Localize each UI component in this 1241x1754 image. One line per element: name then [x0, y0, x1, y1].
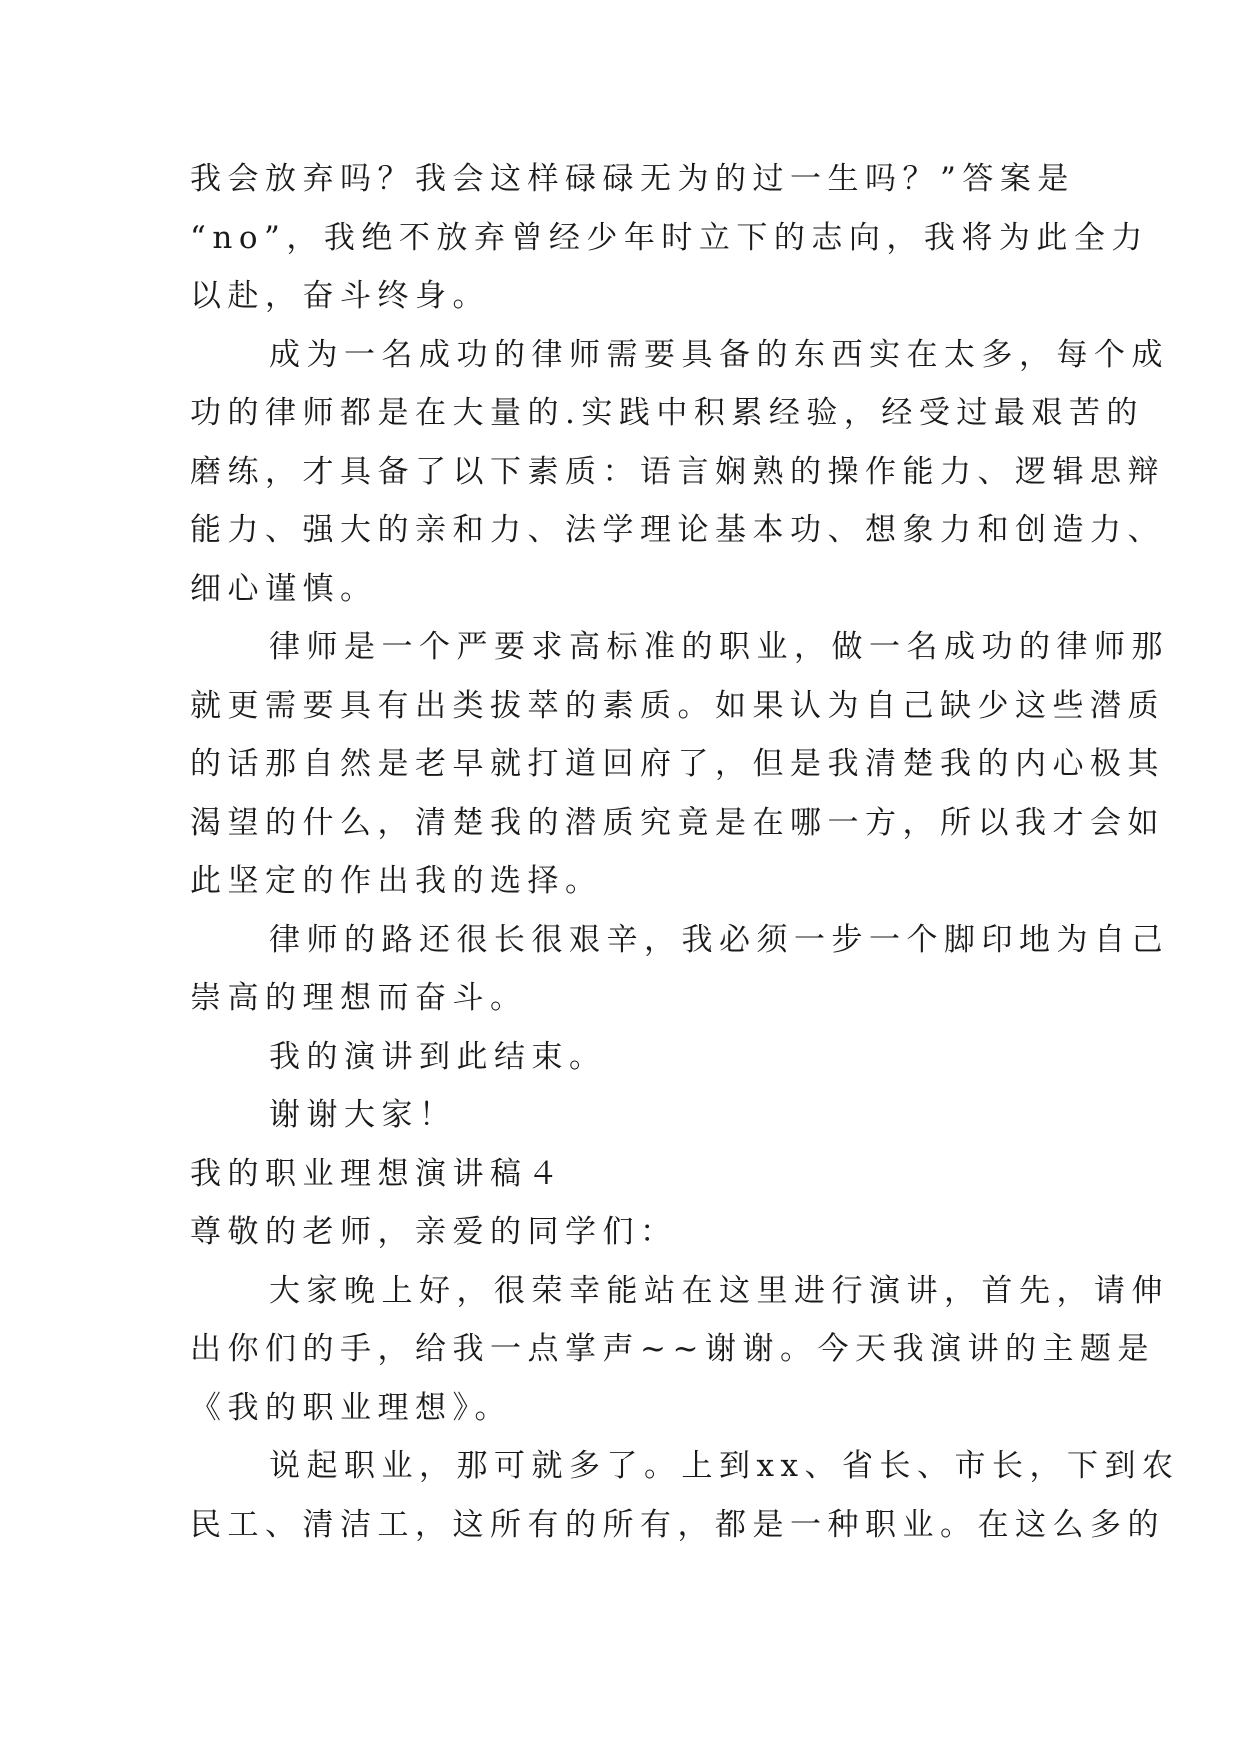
text-line: 磨练，才具备了以下素质：语言娴熟的操作能力、逻辑思辩	[190, 453, 1165, 490]
section-heading	[190, 1145, 1070, 1204]
text-line: 我的演讲到此结束。	[269, 1038, 607, 1075]
text-line: 律师是一个严要求高标准的职业，做一名成功的律师那	[269, 629, 1170, 665]
text-line: 律师的路还很长很艰辛，我必须一步一个脚印地为自己	[269, 921, 1170, 958]
text-line: 细心谨慎。	[190, 570, 378, 607]
salutation	[190, 1203, 1070, 1262]
text-line: 大家晚上好，很荣幸能站在这里进行演讲，首先，请伸	[269, 1272, 1170, 1309]
text-line: 成为一名成功的律师需要具备的东西实在太多，每个成	[269, 336, 1170, 373]
text-line: 功的律师都是在大量的.实践中积累经验，经受过最艰苦的	[190, 395, 1144, 431]
text-line: 谢谢大家！	[269, 1097, 457, 1133]
paragraph-5	[190, 1028, 1070, 1087]
document-body	[190, 150, 1180, 1554]
paragraph-7	[190, 1262, 1170, 1438]
text-line: 崇高的理想而奋斗。	[190, 980, 528, 1016]
text-line: 此坚定的作出我的选择。	[190, 863, 603, 899]
heading-line: 我的职业理想演讲稿４	[190, 1155, 565, 1192]
text-line: “no”，我绝不放弃曾经少年时立下的志向，我将为此全力	[190, 219, 1149, 256]
paragraph-1	[190, 150, 1149, 326]
text-line: 尊敬的老师，亲爱的同学们：	[190, 1214, 678, 1250]
paragraph-6	[190, 1086, 1070, 1145]
text-line: 民工、清洁工，这所有的所有，都是一种职业。在这么多的	[190, 1506, 1165, 1543]
text-line: 以赴，奋斗终身。	[190, 278, 490, 314]
text-line: 渴望的什么，清楚我的潜质究竟是在哪一方，所以我才会如	[190, 804, 1165, 841]
text-line: 《我的职业理想》。	[190, 1389, 512, 1426]
text-line: 出你们的手，给我一点掌声~~谢谢。今天我演讲的主题是	[190, 1331, 1155, 1367]
paragraph-2	[190, 326, 1170, 619]
text-line: 能力、强大的亲和力、法学理论基本功、想象力和创造力、	[190, 512, 1165, 548]
text-line: 的话那自然是老早就打道回府了，但是我清楚我的内心极其	[190, 746, 1165, 782]
paragraph-8	[190, 1437, 1180, 1554]
text-line: 就更需要具有出类拔萃的素质。如果认为自己缺少这些潜质	[190, 687, 1165, 724]
text-line: 说起职业，那可就多了。上到xx、省长、市长，下到农	[269, 1448, 1180, 1484]
paragraph-4	[190, 911, 1170, 1028]
paragraph-3	[190, 618, 1170, 911]
text-line: 我会放弃吗？我会这样碌碌无为的过一生吗？”答案是	[190, 161, 1075, 197]
